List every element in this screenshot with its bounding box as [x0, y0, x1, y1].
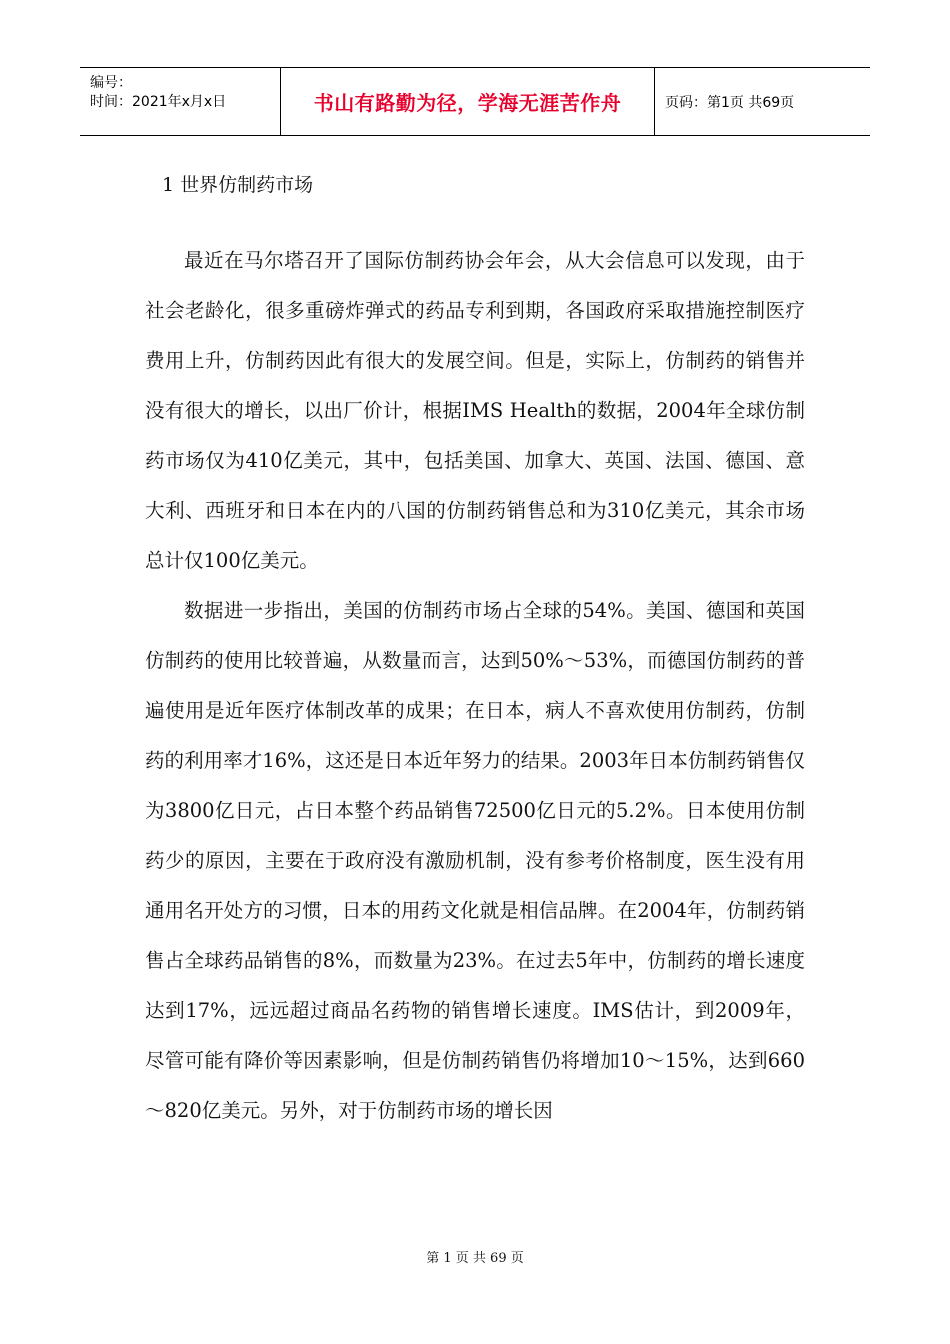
- paragraph: 数据进一步指出，美国的仿制药市场占全球的54%。美国、德国和英国仿制药的使用比较普遍，从数量而言，达到50%～53%，而德国仿制药的普遍使用是近年医疗体制改革的成果；在日本，病人不喜欢使用仿制药，仿制药的利用率才16%，这还是日本近年努力的结果。2003年日本仿制药销售仅为3800亿日元，占日本整个药品销售72500亿日元的5.2%。日本使用仿制药少的原因，主要在于政府没有激励机制，没有参考价格制度，医生没有用通用名开处方的习惯，日本的用药文化就是相信品牌。在2004年，仿制药销售占全球药品销售的8%，而数量为23%。在过去5年中，仿制药的增长速度达到17%，远远超过商品名药物的销售增长速度。IMS估计，到2009年，尽管可能有降价等因素影响，但是仿制药销售仍将增加10～15%，达到660～820亿美元。另外，对于仿制药市场的增长因: [145, 599, 805, 1122]
- paragraph: 最近在马尔塔召开了国际仿制药协会年会，从大会信息可以发现，由于社会老龄化，很多重磅炸弹式的药品专利到期，各国政府采取措施控制医疗费用上升，仿制药因此有很大的发展空间。但是，实际上，仿制药的销售并没有很大的增长，以出厂价计，根据IMS Health的数据，2004年全球仿制药市场仅为410亿美元，其中，包括美国、加拿大、英国、法国、德国、意大利、西班牙和日本在内的八国的仿制药销售总和为310亿美元，其余市场总计仅100亿美元。: [145, 249, 805, 572]
- header-motto: 书山有路勤为径，学海无涯苦作舟: [281, 68, 655, 135]
- body-text: [145, 236, 805, 1136]
- page-footer: 第 1 页 共 69 页: [426, 1251, 524, 1266]
- document-date-label: 时间：2021年x月x日: [90, 94, 227, 110]
- page-header: [80, 67, 870, 136]
- document-number-label: 编号：: [90, 75, 132, 91]
- header-meta: [80, 68, 281, 135]
- header-page-info: 页码：第1页 共69页: [665, 94, 795, 111]
- section-title: 1 世界仿制药市场: [162, 174, 314, 196]
